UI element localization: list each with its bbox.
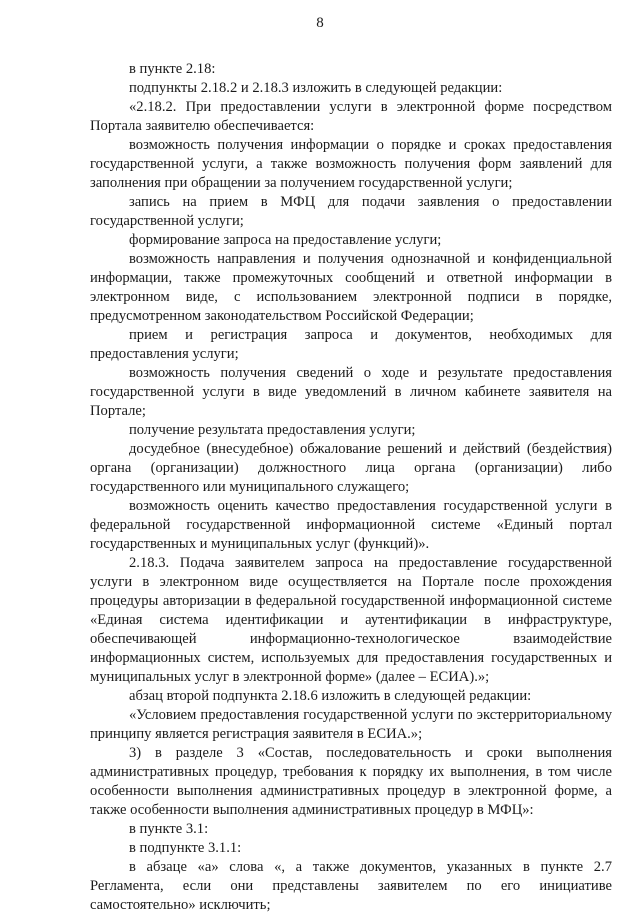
document-body (90, 60, 612, 915)
paragraph: получение результата предоставления услуги; (129, 422, 416, 438)
paragraph: в абзаце «а» слова «, а также документов, указанных в пункте 2.7 Регламента, если они представлены заявителем по его инициативе самостоятельно» исключить; (90, 859, 612, 913)
paragraph: возможность получения информации о порядке и сроках предоставления государственной услуги, а также возможность получения форм заявлений для заполнения при обращении за получением государственной услуги; (90, 137, 612, 191)
paragraph: возможность оценить качество предоставления государственной услуги в федеральной государственной информационной системе «Единый портал государственных и муниципальных услуг (функций)». (90, 498, 612, 552)
paragraph: 3) в разделе 3 «Состав, последовательность и сроки выполнения административных процедур, требования к порядку их выполнения, в том числе особенности выполнения административных процедур в электронной форме, а также особенности выполнения административных процедур в МФЦ»: (90, 745, 612, 818)
paragraph: 2.18.3. Подача заявителем запроса на предоставление государственной услуги в электронном виде осуществляется на Портале после прохождения процедуры авторизации в федеральной государственной информационной системе «Единая система идентификации и аутентификации в инфраструктуре, обеспечивающей информационно-технологическое взаимодействие информационных систем, используемых для предоставления государственных и муниципальных услуг в электронной форме» (далее – ЕСИА).»; (90, 555, 612, 685)
paragraph: в пункте 2.18: (129, 61, 216, 77)
paragraph: запись на прием в МФЦ для подачи заявления о предоставлении государственной услуги; (90, 194, 612, 229)
paragraph: в подпункте 3.1.1: (129, 840, 242, 856)
paragraph: в пункте 3.1: (129, 821, 209, 837)
paragraph: подпункты 2.18.2 и 2.18.3 изложить в следующей редакции: (129, 80, 503, 96)
paragraph: абзац второй подпункта 2.18.6 изложить в следующей редакции: (129, 688, 532, 704)
page-number: 8 (316, 15, 324, 31)
paragraph: возможность получения сведений о ходе и результате предоставления государственной услуги в виде уведомлений в личном кабинете заявителя на Портале; (90, 365, 612, 419)
paragraph: возможность направления и получения однозначной и конфиденциальной информации, также промежуточных сообщений и ответной информации в электронном виде, с использованием электронной подписи в порядке, предусмотренном законодательством Российской Федерации; (90, 251, 612, 324)
paragraph: «2.18.2. При предоставлении услуги в электронной форме посредством Портала заявителю обеспечивается: (90, 99, 612, 134)
paragraph: прием и регистрация запроса и документов, необходимых для предоставления услуги; (90, 327, 612, 362)
paragraph: формирование запроса на предоставление услуги; (129, 232, 442, 248)
paragraph: «Условием предоставления государственной услуги по экстерриториальному принципу является регистрация заявителя в ЕСИА.»; (90, 707, 612, 742)
paragraph: досудебное (внесудебное) обжалование решений и действий (бездействия) органа (организации) должностного лица органа (организации) либо государственного или муниципального служащего; (90, 441, 612, 495)
